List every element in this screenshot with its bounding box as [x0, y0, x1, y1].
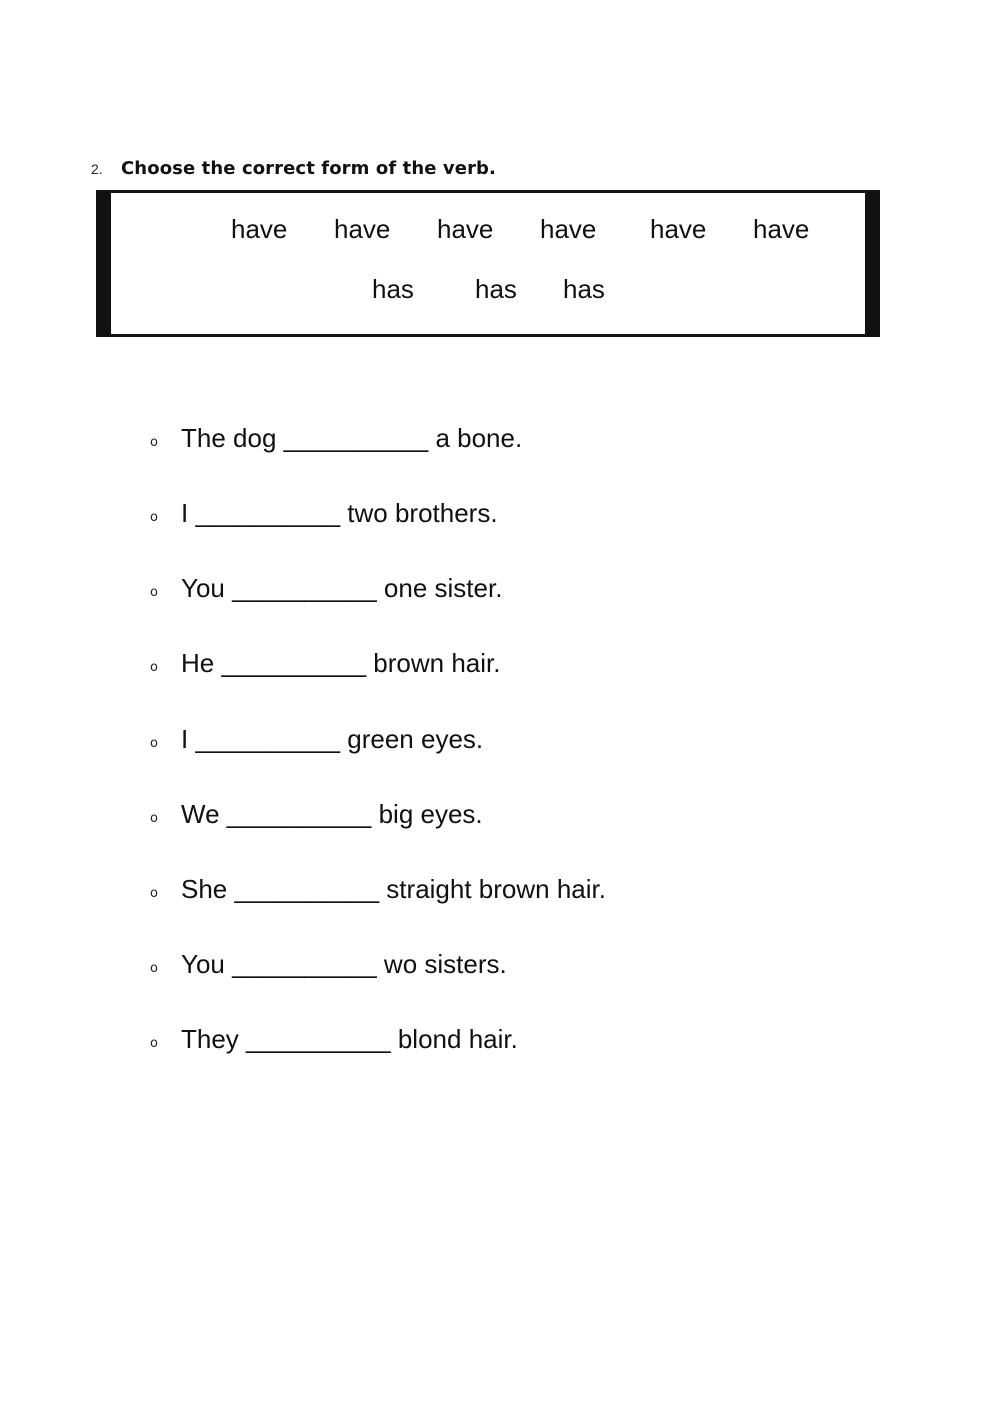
word-bank-box [96, 190, 880, 337]
sentence-text: I __________ two brothers. [181, 497, 498, 528]
sentence-text: They __________ blond hair. [181, 1023, 518, 1054]
sentence-text: You __________ wo sisters. [181, 948, 507, 979]
circle-bullet-icon: o [150, 885, 158, 901]
list-item [150, 421, 522, 455]
word-bank-item: has [475, 274, 517, 304]
word-bank-item: have [231, 214, 288, 244]
sentence-text: We __________ big eyes. [181, 798, 483, 829]
sentence-text: You __________ one sister. [181, 572, 503, 603]
list-item [150, 571, 502, 605]
circle-bullet-icon: o [150, 584, 158, 600]
list-item [150, 722, 483, 756]
exercise-number: 2. [91, 161, 103, 177]
list-item [150, 797, 483, 831]
list-item [150, 947, 507, 981]
circle-bullet-icon: o [150, 659, 158, 675]
circle-bullet-icon: o [150, 509, 158, 525]
sentence-text: The dog __________ a bone. [181, 422, 523, 453]
exercise-instruction: Choose the correct form of the verb. [121, 158, 496, 179]
circle-bullet-icon: o [150, 735, 158, 751]
list-item [150, 872, 606, 906]
word-bank-item: have [753, 214, 810, 244]
sentence-text: She __________ straight brown hair. [181, 873, 606, 904]
circle-bullet-icon: o [150, 434, 158, 450]
word-bank-item: have [437, 214, 494, 244]
sentence-text: I __________ green eyes. [181, 723, 484, 754]
list-item [150, 496, 498, 530]
word-bank-item: has [372, 274, 414, 304]
word-bank-item: have [540, 214, 597, 244]
word-bank-item: have [334, 214, 391, 244]
list-item [150, 646, 500, 680]
exercise-heading [91, 158, 496, 184]
circle-bullet-icon: o [150, 960, 158, 976]
circle-bullet-icon: o [150, 810, 158, 826]
sentence-text: He __________ brown hair. [181, 647, 501, 678]
word-bank-item: has [563, 274, 605, 304]
word-bank-item: have [650, 214, 707, 244]
circle-bullet-icon: o [150, 1035, 158, 1051]
list-item [150, 1022, 518, 1056]
